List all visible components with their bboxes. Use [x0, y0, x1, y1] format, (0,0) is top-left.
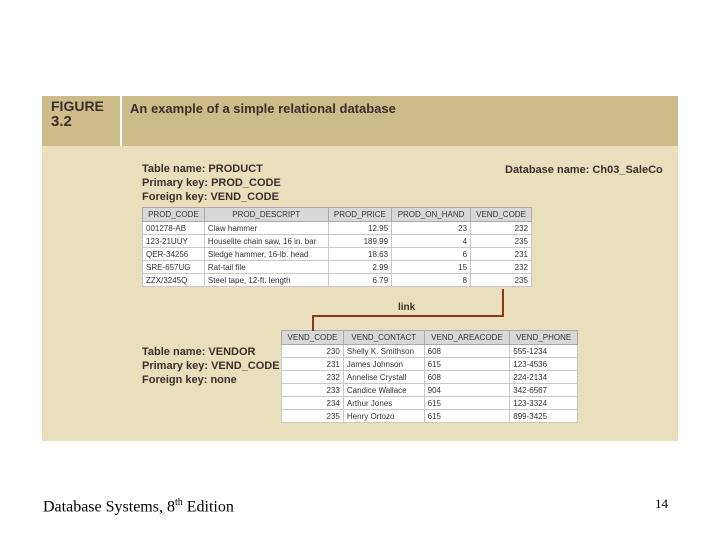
product-cell: 18.63: [328, 248, 391, 261]
vendor-cell: 231: [282, 358, 344, 371]
footer-book-sup: th: [174, 497, 183, 508]
vendor-cell: 899-3425: [510, 410, 578, 423]
product-col-header: PROD_ON_HAND: [392, 208, 471, 222]
vendor-col-header: VEND_CODE: [282, 331, 344, 345]
vendor-cell: 608: [424, 345, 510, 358]
vendor-cell: 230: [282, 345, 344, 358]
vendor-cell: 234: [282, 397, 344, 410]
vendor-cell: 608: [424, 371, 510, 384]
vendor-cell: 123-4536: [510, 358, 578, 371]
product-cell: 001278-AB: [143, 222, 205, 235]
vendor-cell: 615: [424, 358, 510, 371]
figure-number: 3.2: [51, 113, 72, 130]
figure-title: An example of a simple relational database: [130, 101, 396, 116]
vendor-cell: Candice Wallace: [343, 384, 424, 397]
product-cell: Houselite chain saw, 16 in. bar: [204, 235, 328, 248]
product-cell: 6: [392, 248, 471, 261]
vendor-cell: 224-2134: [510, 371, 578, 384]
footer-book-suffix: Edition: [182, 498, 234, 516]
vendor-cell: 615: [424, 397, 510, 410]
vendor-primary-key: Primary key: VEND_CODE: [142, 360, 280, 372]
product-col-header: PROD_CODE: [143, 208, 205, 222]
vendor-cell: 342-6567: [510, 384, 578, 397]
footer-text: [43, 497, 234, 516]
product-cell: Rat-tail file: [204, 261, 328, 274]
page-number: 14: [655, 496, 668, 511]
vendor-cell: Henry Ortozo: [343, 410, 424, 423]
product-cell: 6.79: [328, 274, 391, 287]
product-cell: Sledge hammer, 16-lb. head: [204, 248, 328, 261]
vendor-table-name: Table name: VENDOR: [142, 346, 256, 358]
product-cell: 232: [471, 261, 532, 274]
product-cell: 15: [392, 261, 471, 274]
product-cell: ZZX/3245Q: [143, 274, 205, 287]
link-label: link: [398, 302, 416, 313]
product-cell: 123-21UUY: [143, 235, 205, 248]
vendor-cell: 233: [282, 384, 344, 397]
figure-label-word: FIGURE: [51, 98, 104, 114]
vendor-cell: 232: [282, 371, 344, 384]
product-cell: Steel tape, 12-ft. length: [204, 274, 328, 287]
vendor-foreign-key: Foreign key: none: [142, 374, 237, 386]
vendor-cell: 904: [424, 384, 510, 397]
product-cell: 8: [392, 274, 471, 287]
product-cell: SRE-657UG: [143, 261, 205, 274]
product-cell: 4: [392, 235, 471, 248]
vendor-cell: 615: [424, 410, 510, 423]
product-cell: 2.99: [328, 261, 391, 274]
product-cell: 189.99: [328, 235, 391, 248]
footer-book-prefix: Database Systems, 8: [43, 498, 175, 516]
product-cell: 235: [471, 235, 532, 248]
product-col-header: VEND_CODE: [471, 208, 532, 222]
vendor-cell: 555-1234: [510, 345, 578, 358]
vendor-col-header: VEND_AREACODE: [424, 331, 510, 345]
product-table-name: Table name: PRODUCT: [142, 163, 263, 175]
product-cell: 231: [471, 248, 532, 261]
product-col-header: PROD_DESCRIPT: [204, 208, 328, 222]
vendor-cell: Annelise Crystall: [343, 371, 424, 384]
product-cell: Claw hammer: [204, 222, 328, 235]
vendor-col-header: VEND_CONTACT: [343, 331, 424, 345]
product-cell: 23: [392, 222, 471, 235]
product-cell: 12.95: [328, 222, 391, 235]
product-cell: QER-34256: [143, 248, 205, 261]
vendor-cell: 235: [282, 410, 344, 423]
vendor-cell: Arthur Jones: [343, 397, 424, 410]
vendor-cell: James Johnson: [343, 358, 424, 371]
product-cell: 232: [471, 222, 532, 235]
product-foreign-key: Foreign key: VEND_CODE: [142, 191, 279, 203]
product-primary-key: Primary key: PROD_CODE: [142, 177, 281, 189]
vendor-col-header: VEND_PHONE: [510, 331, 578, 345]
vendor-cell: 123-3324: [510, 397, 578, 410]
product-col-header: PROD_PRICE: [328, 208, 391, 222]
product-cell: 235: [471, 274, 532, 287]
vendor-cell: Shelly K. Smithson: [343, 345, 424, 358]
database-name: Database name: Ch03_SaleCo: [505, 164, 663, 176]
